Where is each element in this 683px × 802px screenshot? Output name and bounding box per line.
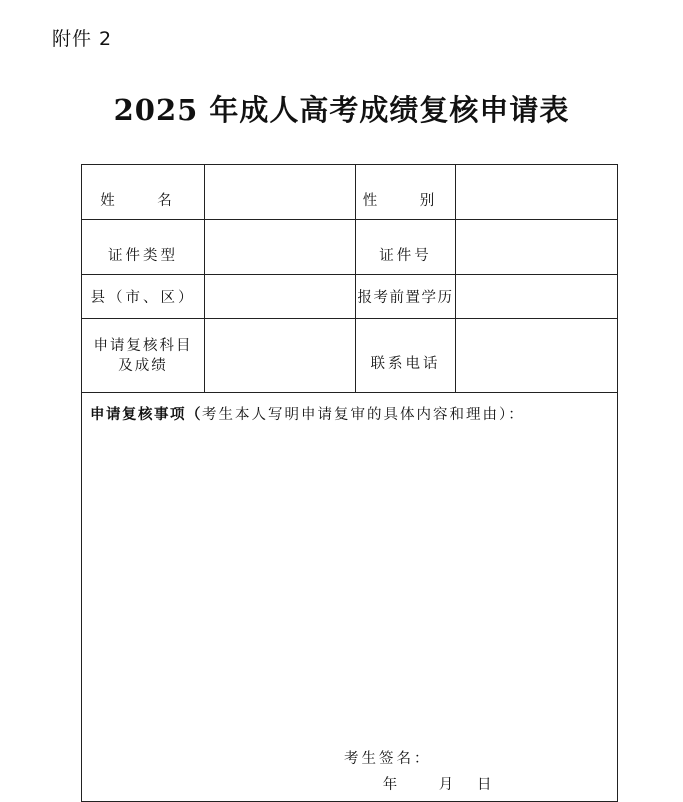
signature-date [365, 773, 492, 794]
phone-field[interactable] [456, 319, 618, 393]
matters-section[interactable] [82, 393, 618, 802]
gender-field[interactable] [456, 165, 618, 220]
matters-heading-line [90, 403, 525, 424]
subjects-field[interactable] [205, 319, 356, 393]
name-label: 姓 名 [82, 165, 205, 220]
subjects-label [82, 319, 205, 393]
attachment-label: 附件 2 [52, 28, 113, 50]
subjects-label-line2: 及成绩 [118, 357, 168, 374]
matters-instruction: 考生本人写明申请复审的具体内容和理由）： [202, 407, 525, 423]
name-field[interactable] [205, 165, 356, 220]
date-year-label: 年 [382, 777, 398, 793]
form-row-matters [82, 393, 618, 802]
matters-heading: 申请复核事项（ [90, 406, 202, 423]
subjects-label-line1: 申请复核科目 [93, 337, 193, 354]
id-type-field[interactable] [205, 220, 356, 275]
county-label: 县（市、区） [82, 275, 205, 319]
phone-label: 联系电话 [356, 319, 456, 393]
id-number-field[interactable] [456, 220, 618, 275]
id-type-label: 证件类型 [82, 220, 205, 275]
page-title: 2025 年成人高考成绩复核申请表 [113, 93, 570, 127]
prior-education-label: 报考前置学历 [356, 275, 456, 319]
date-day-label: 日 [477, 777, 492, 793]
signature-label: 考生签名： [344, 751, 432, 767]
date-month-label: 月 [438, 777, 454, 793]
application-form-table [81, 164, 618, 802]
form-row-subjects [82, 319, 618, 393]
form-row-name [82, 165, 618, 220]
form-row-region [82, 275, 618, 319]
id-number-label: 证件号 [356, 220, 456, 275]
prior-education-field[interactable] [456, 275, 618, 319]
gender-label: 性 别 [356, 165, 456, 220]
form-row-id [82, 220, 618, 275]
county-field[interactable] [205, 275, 356, 319]
